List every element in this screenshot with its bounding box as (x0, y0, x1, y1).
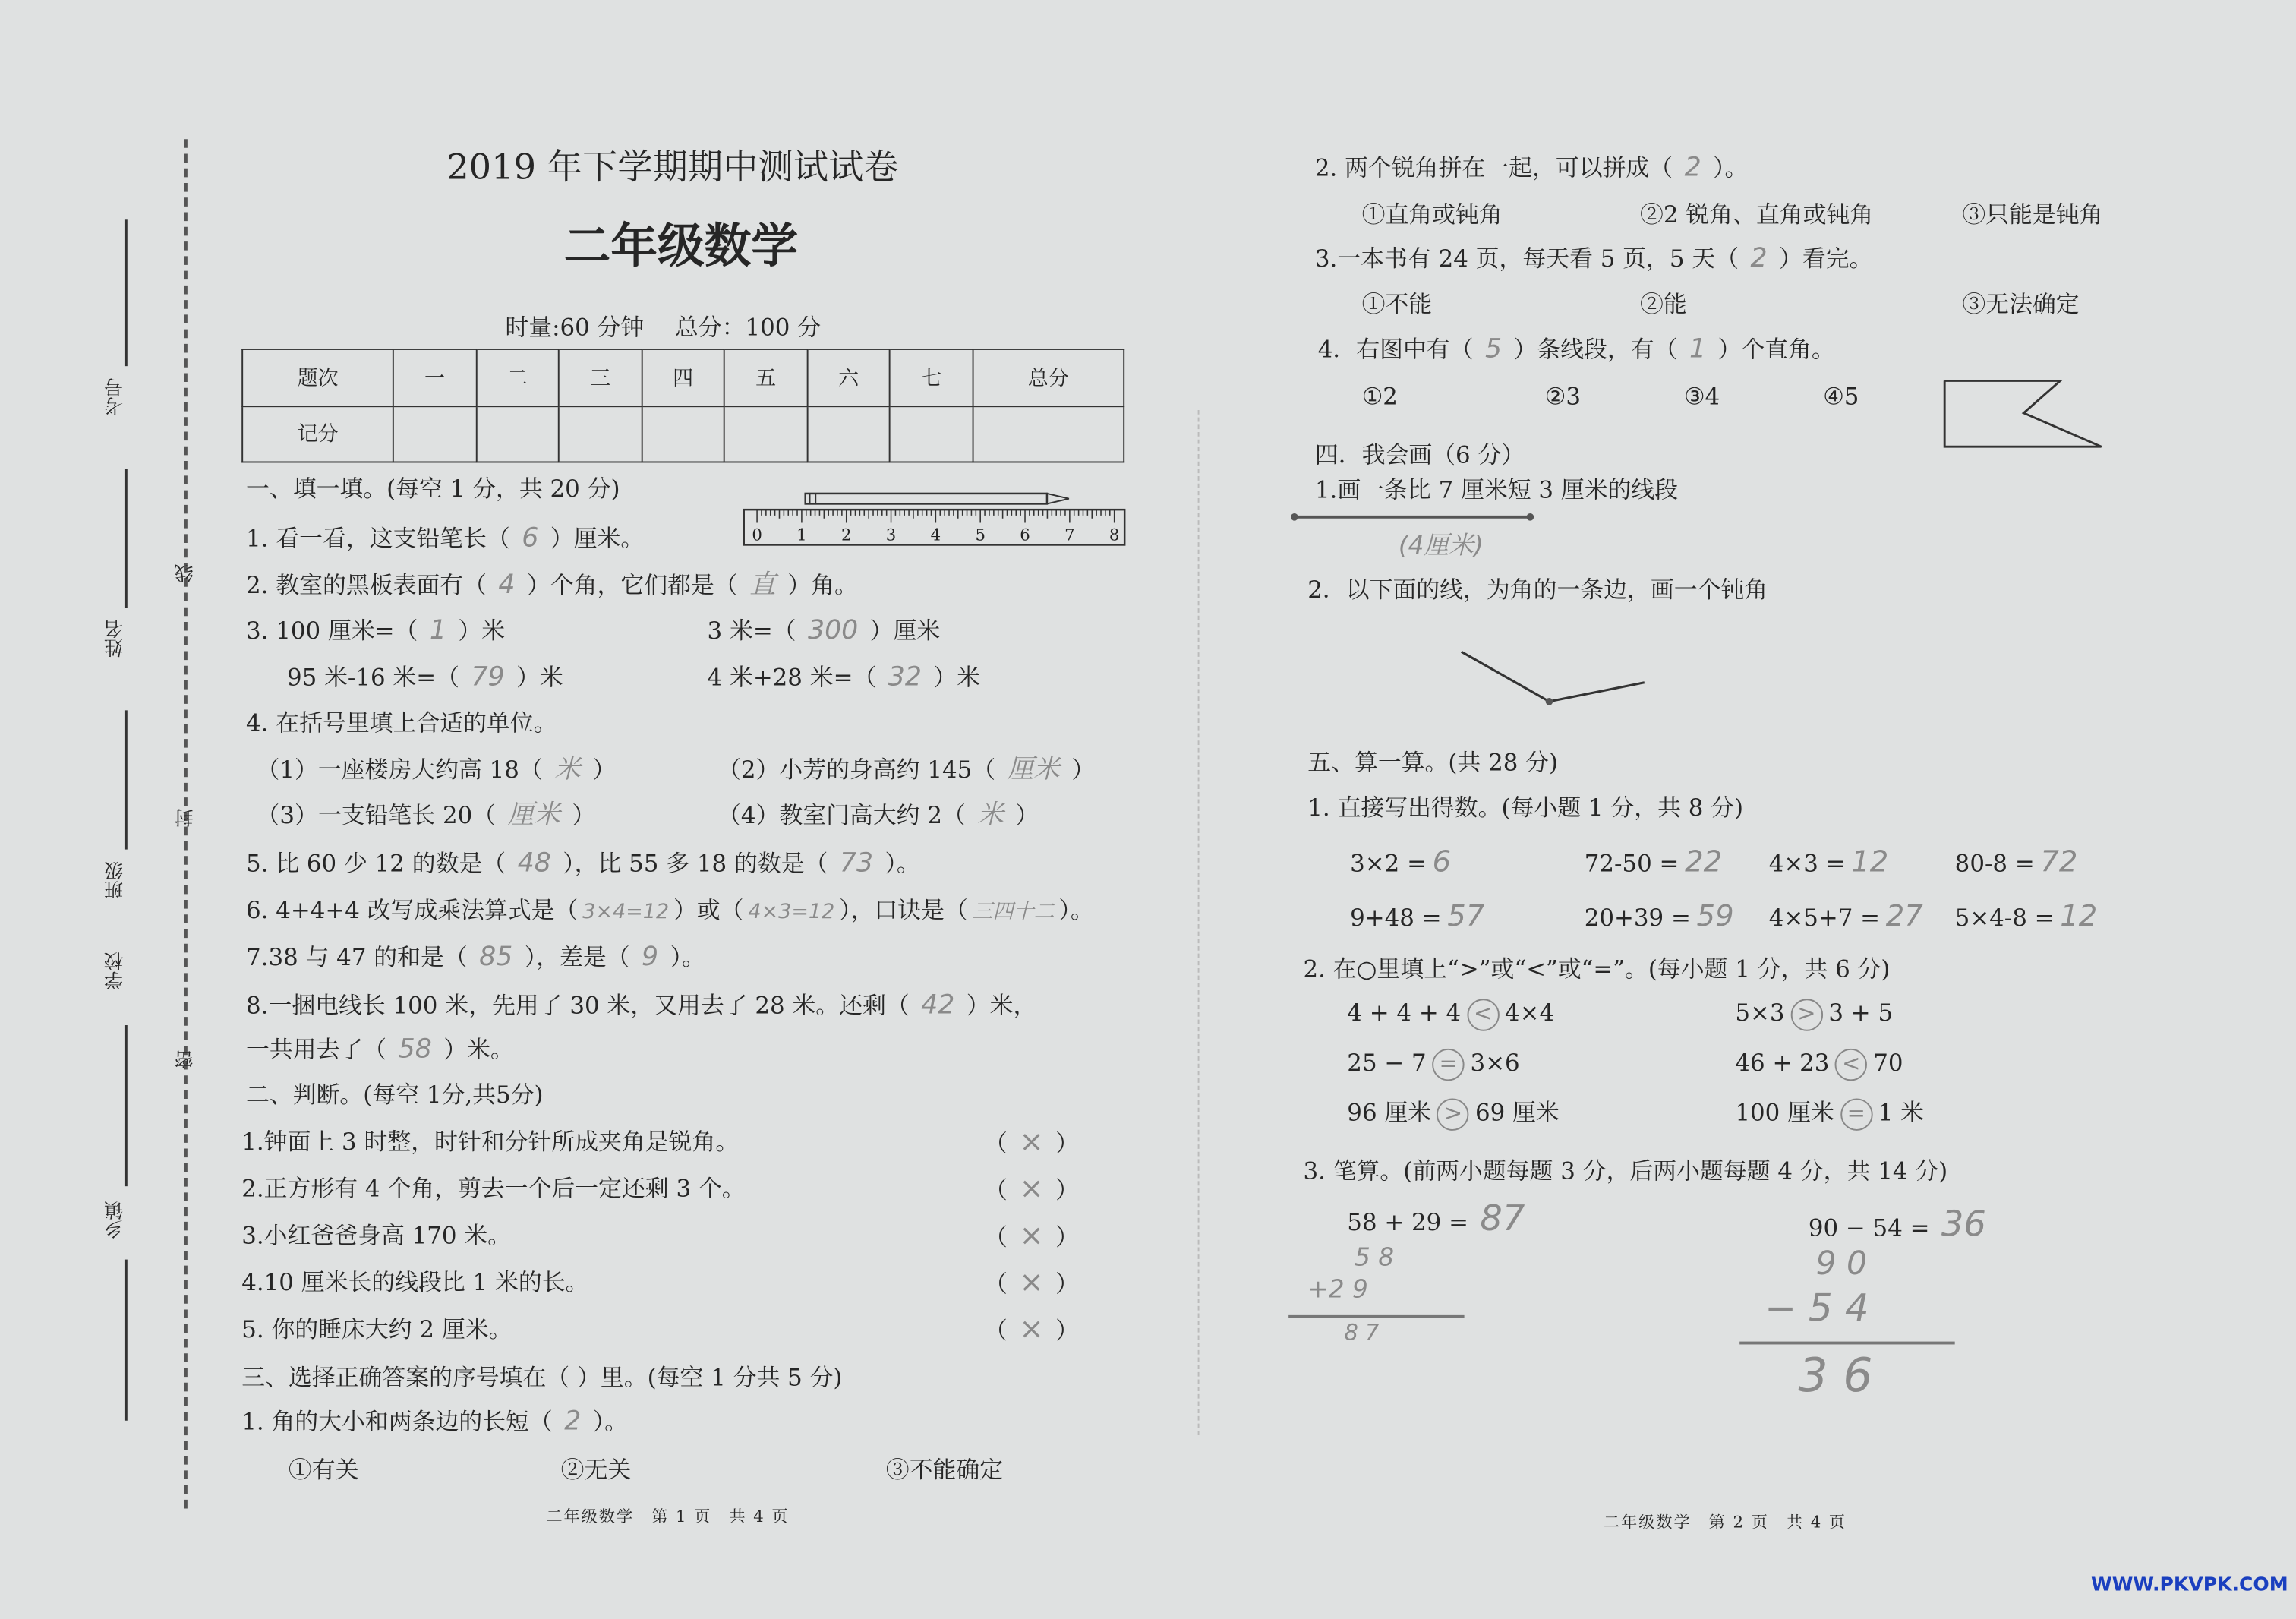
label-exam-number: 考号 (105, 377, 128, 416)
answer-circle: > (1437, 1097, 1469, 1129)
answer: 12 (2060, 898, 2098, 933)
calc-item (1768, 843, 1894, 880)
s1-q4: 4. 在括号里填上合适的单位。 (246, 709, 557, 737)
calc-item (1584, 843, 1728, 880)
option: ②无关 (560, 1456, 632, 1484)
s1-q4-3: （3）一支铅笔长 20（ 厘米 ） (256, 800, 596, 831)
answer: 2 (1684, 152, 1702, 184)
answer: 79 (471, 661, 505, 693)
ruler-label: 5 (975, 525, 986, 545)
exam-title: 2019 年下学期期中测试试卷 (446, 146, 899, 188)
field-line (125, 469, 127, 608)
work: 5 8 (1354, 1243, 1395, 1273)
ruler-label: 7 (1064, 525, 1075, 545)
calc-item (1350, 843, 1457, 880)
pencil-ruler-figure (740, 489, 1138, 551)
paren-left: （ (984, 1128, 1008, 1157)
left-expr: 25 − 7 (1347, 1048, 1427, 1077)
s3-q2: 2. 两个锐角拼在一起，可以拼成（ 2 ）。 (1314, 152, 1749, 184)
field-line (125, 219, 127, 366)
s5-q2: 2. 在○里填上“>”或“<”或“=”。(每小题 1 分，共 6 分) (1303, 955, 1891, 983)
answer: 5 (1484, 333, 1503, 365)
option: ①有关 (288, 1456, 359, 1484)
option: ③只能是钝角 (1962, 200, 2103, 229)
left-expr: 96 厘米 (1347, 1098, 1432, 1127)
s1-q4-1: （1）一座楼房大约高 18（ 米 ） (256, 754, 617, 785)
answer: 87 (1480, 1198, 1525, 1239)
score-cell (807, 406, 890, 462)
paren-right: ） (1055, 1270, 1079, 1298)
s5-q3: 3. 笔算。(前两小题每题 3 分，后两小题每题 4 分，共 14 分) (1303, 1157, 1948, 1185)
work: − 5 4 (1764, 1287, 1869, 1332)
calc-item (1584, 898, 1740, 934)
judgment-answer-box (984, 1123, 1079, 1160)
score-header-cell: 二 (476, 349, 559, 406)
s1-q3b: 3 米=（ 300 ）厘米 (707, 615, 941, 646)
left-expr: 5×3 (1735, 999, 1785, 1027)
answer: (4厘米) (1398, 532, 1484, 561)
answer-circle: < (1467, 998, 1499, 1030)
answer: 6 (522, 522, 539, 554)
answer: 三四十二 (972, 901, 1055, 924)
answer: 12 (1851, 843, 1889, 879)
answer: 4×3=12 (748, 901, 835, 924)
s3-q3: 3.一本书有 24 页，每天看 5 页，5 天（ 2 ）看完。 (1314, 243, 1873, 274)
seal-mark-seal: 封 (175, 808, 198, 828)
paren-right: ） (1055, 1316, 1079, 1345)
exam-meta: 时量:60 分钟 总分：100 分 (505, 313, 822, 342)
calc-expression: 4×3 = (1768, 849, 1846, 878)
fold-line (1198, 410, 1200, 1435)
judgment-answer-box (984, 1217, 1079, 1254)
s1-q8b: 一共用去了（ 58 ）米。 (246, 1034, 514, 1065)
s1-q6: 6. 4+4+4 改写成乘法算式是（ 3×4=12 ）或（ 4×3=12 ），口诀是（ 三四十二 ）。 (246, 895, 1094, 926)
s4-q1: 1.画一条比 7 厘米短 3 厘米的线段 (1314, 475, 1679, 504)
answer: 36 (1941, 1204, 1986, 1245)
left-expr: 4 + 4 + 4 (1347, 999, 1462, 1027)
work: 9 0 (1815, 1246, 1867, 1283)
judgment-answer-box (984, 1169, 1079, 1207)
s5-q1: 1. 直接写出得数。(每小题 1 分，共 8 分) (1307, 794, 1744, 822)
answer: 厘米 (507, 800, 560, 831)
answer: 直 (749, 570, 776, 601)
right-expr: 1 米 (1878, 1098, 1925, 1127)
answer-circle: = (1840, 1097, 1872, 1129)
answer-circle: = (1432, 1048, 1464, 1080)
ruler-label: 8 (1109, 525, 1120, 545)
field-line (125, 710, 127, 849)
flag-shape-figure (1933, 374, 2116, 462)
answer: 32 (888, 661, 922, 693)
score-header-cell: 总分 (973, 349, 1124, 406)
calc-expression: 20+39 = (1584, 903, 1691, 932)
judgment-answer: × (1019, 1264, 1044, 1299)
ruler-label: 1 (796, 525, 807, 545)
judgment-question: 3.小红爸爸身高 170 米。 (241, 1221, 512, 1250)
score-cell (973, 406, 1124, 462)
angle-ray-figure (1449, 642, 1654, 715)
answer-circle: < (1835, 1048, 1867, 1080)
judgment-answer-box (984, 1264, 1079, 1300)
answer: 73 (839, 847, 874, 879)
right-expr: 3 + 5 (1828, 999, 1894, 1027)
work: +2 9 (1307, 1275, 1368, 1305)
s1-q5: 5. 比 60 少 12 的数是（ 48 ），比 55 多 18 的数是（ 73 ）。 (246, 847, 920, 879)
score-cell (724, 406, 807, 462)
option: ④5 (1823, 382, 1859, 411)
work: 8 7 (1344, 1319, 1380, 1346)
answer: 2 (1750, 243, 1768, 274)
right-expr: 69 厘米 (1474, 1098, 1560, 1127)
work-line (1739, 1342, 1955, 1344)
calc-expression: 5×4-8 = (1954, 903, 2055, 932)
s1-q7: 7.38 与 47 的和是（ 85 ），差是（ 9 ）。 (246, 942, 705, 973)
seal-mark-secret: 密 (175, 1049, 198, 1069)
option: ②能 (1640, 289, 1687, 318)
comparison-item (1347, 1047, 1519, 1080)
ruler-label: 0 (752, 525, 762, 545)
score-header-cell: 四 (642, 349, 724, 406)
s3-q1: 1. 角的大小和两条边的长短（ 2 ）。 (241, 1406, 629, 1437)
answer: 42 (921, 989, 955, 1021)
section-2-heading: 二、判断。(每空 1分,共5分) (246, 1081, 544, 1109)
page-footer-1: 二年级数学 第 1 页 共 4 页 (546, 1507, 790, 1526)
s1-q4-4: （4）教室门高大约 2（ 米 ） (718, 800, 1039, 831)
score-table (241, 349, 1124, 462)
answer: 85 (479, 942, 513, 973)
ruler-label: 2 (840, 525, 852, 545)
judgment-answer: × (1019, 1123, 1044, 1159)
s1-q8a: 8.一捆电线长 100 米，先用了 30 米，又用去了 28 米。还剩（ 42 ）米， (246, 989, 1037, 1021)
judgment-question: 2.正方形有 4 个角，剪去一个后一定还剩 3 个。 (241, 1174, 746, 1203)
right-expr: 4×4 (1505, 999, 1555, 1027)
calc-expression: 3×2 = (1350, 849, 1427, 878)
calc-item (1768, 898, 1929, 934)
paren-right: ） (1055, 1176, 1079, 1204)
paren-right: ） (1055, 1128, 1079, 1157)
option: ①不能 (1361, 289, 1433, 318)
watermark: WWW.PKVPK.COM (2091, 1574, 2288, 1597)
comparison-item (1735, 1097, 1924, 1130)
ruler-label: 4 (930, 525, 941, 545)
score-header-cell: 六 (807, 349, 890, 406)
subject-title: 二年级数学 (563, 218, 799, 274)
paren-right: ） (1055, 1223, 1079, 1251)
ruler-label: 3 (885, 525, 897, 545)
answer: 厘米 (1007, 754, 1060, 785)
label-name: 姓名 (105, 619, 128, 658)
calc-expression: 72-50 = (1584, 849, 1679, 878)
s1-q4-2: （2）小芳的身高约 145（ 厘米 ） (718, 754, 1096, 785)
score-header-cell: 一 (393, 349, 476, 406)
field-line (125, 1260, 127, 1421)
option: ①2 (1361, 382, 1398, 411)
answer-circle: > (1790, 998, 1822, 1030)
option: ②3 (1544, 382, 1581, 411)
comparison-item (1347, 1097, 1559, 1130)
score-cell (642, 406, 724, 462)
answer: 3×4=12 (582, 901, 670, 924)
answer: 27 (1885, 898, 1923, 933)
judgment-answer: × (1019, 1311, 1044, 1346)
label-class: 班级 (105, 861, 128, 900)
answer: 米 (977, 800, 1004, 831)
calc-expression: 9+48 = (1350, 903, 1442, 932)
s1-q1: 1. 看一看，这支铅笔长（ 6 ）厘米。 (246, 522, 645, 554)
option: ③不能确定 (885, 1456, 1004, 1484)
page-footer-2: 二年级数学 第 2 页 共 4 页 (1603, 1513, 1847, 1532)
score-row-label: 记分 (242, 406, 393, 462)
s1-q3c: 95 米-16 米=（ 79 ）米 (287, 661, 563, 693)
score-header-cell: 五 (724, 349, 807, 406)
right-expr: 3×6 (1470, 1048, 1520, 1077)
s1-q2: 2. 教室的黑板表面有（ 4 ）个角，它们都是（ 直 ）角。 (246, 570, 858, 601)
option: ③4 (1683, 382, 1720, 411)
comparison-item (1347, 997, 1554, 1030)
judgment-question: 5. 你的睡床大约 2 厘米。 (241, 1314, 512, 1343)
ruler-label: 6 (1020, 525, 1030, 545)
drawn-segment (1288, 508, 1538, 525)
written-calc-1: 58 + 29 = 87 (1347, 1204, 1536, 1239)
option: ③无法确定 (1962, 289, 2080, 318)
work: 3 6 (1798, 1347, 1873, 1403)
answer: 57 (1447, 898, 1485, 933)
pencil-icon (806, 494, 1069, 504)
section-5-heading: 五、算一算。(共 28 分) (1307, 748, 1559, 777)
score-cell (476, 406, 559, 462)
paren-left: （ (984, 1270, 1008, 1298)
answer: 72 (2040, 843, 2078, 879)
comparison-item (1735, 997, 1893, 1030)
s4-q2: 2．以下面的线，为角的一条边，画一个钝角 (1307, 575, 1768, 604)
answer: 1 (429, 615, 446, 646)
section-1-heading: 一、填一填。(每空 1 分，共 20 分) (246, 474, 620, 503)
field-line (125, 1025, 127, 1186)
score-header-cell: 题次 (242, 349, 393, 406)
answer: 9 (642, 942, 659, 973)
calc-item (1954, 843, 2084, 880)
answer: 6 (1432, 843, 1452, 879)
paren-left: （ (984, 1176, 1008, 1204)
answer: 1 (1689, 333, 1707, 365)
calc-item (1350, 898, 1490, 934)
judgment-answer: × (1019, 1169, 1044, 1206)
score-cell (393, 406, 476, 462)
right-expr: 70 (1873, 1048, 1903, 1077)
judgment-question: 4.10 厘米长的线段比 1 米的长。 (241, 1268, 589, 1296)
left-expr: 100 厘米 (1735, 1098, 1834, 1127)
section-4-heading: 四．我会画（6 分） (1314, 440, 1525, 469)
option: ①直角或钝角 (1361, 200, 1503, 229)
answer: 米 (554, 754, 581, 785)
answer: 58 (398, 1034, 432, 1065)
s3-q4: 4．右图中有（ 5 ）条线段，有（ 1 ）个直角。 (1317, 333, 1835, 365)
paren-left: （ (984, 1316, 1008, 1345)
answer: 22 (1685, 843, 1723, 879)
answer: 300 (807, 615, 859, 646)
paren-left: （ (984, 1223, 1008, 1251)
calc-expression: 80-8 = (1954, 849, 2035, 878)
judgment-question: 1.钟面上 3 时整，时针和分针所成夹角是锐角。 (241, 1128, 740, 1156)
section-3-heading: 三、选择正确答案的序号填在（ ）里。(每空 1 分共 5 分) (241, 1363, 843, 1392)
score-header-cell: 七 (890, 349, 973, 406)
s1-q3d: 4 米+28 米=（ 32 ）米 (707, 661, 981, 693)
answer: 2 (564, 1406, 582, 1437)
comparison-item (1735, 1047, 1903, 1080)
seal-mark-line: 线 (175, 563, 198, 583)
judgment-answer-box (984, 1311, 1079, 1347)
answer: 48 (517, 847, 551, 879)
score-cell (559, 406, 642, 462)
work-line (1288, 1315, 1464, 1318)
calc-item (1954, 898, 2103, 934)
label-town: 乡镇 (105, 1201, 128, 1239)
written-calc-2: 90 − 54 = 36 (1809, 1210, 1998, 1245)
left-expr: 46 + 23 (1735, 1048, 1830, 1077)
judgment-answer: × (1019, 1217, 1044, 1252)
score-cell (890, 406, 973, 462)
calc-expression: 4×5+7 = (1768, 903, 1881, 932)
option: ②2 锐角、直角或钝角 (1640, 200, 1874, 229)
label-school: 学校 (105, 952, 128, 990)
s1-q3a: 3. 100 厘米=（ 1 ）米 (246, 615, 506, 646)
answer: 59 (1696, 898, 1734, 933)
answer: 4 (498, 570, 516, 601)
score-header-cell: 三 (559, 349, 642, 406)
